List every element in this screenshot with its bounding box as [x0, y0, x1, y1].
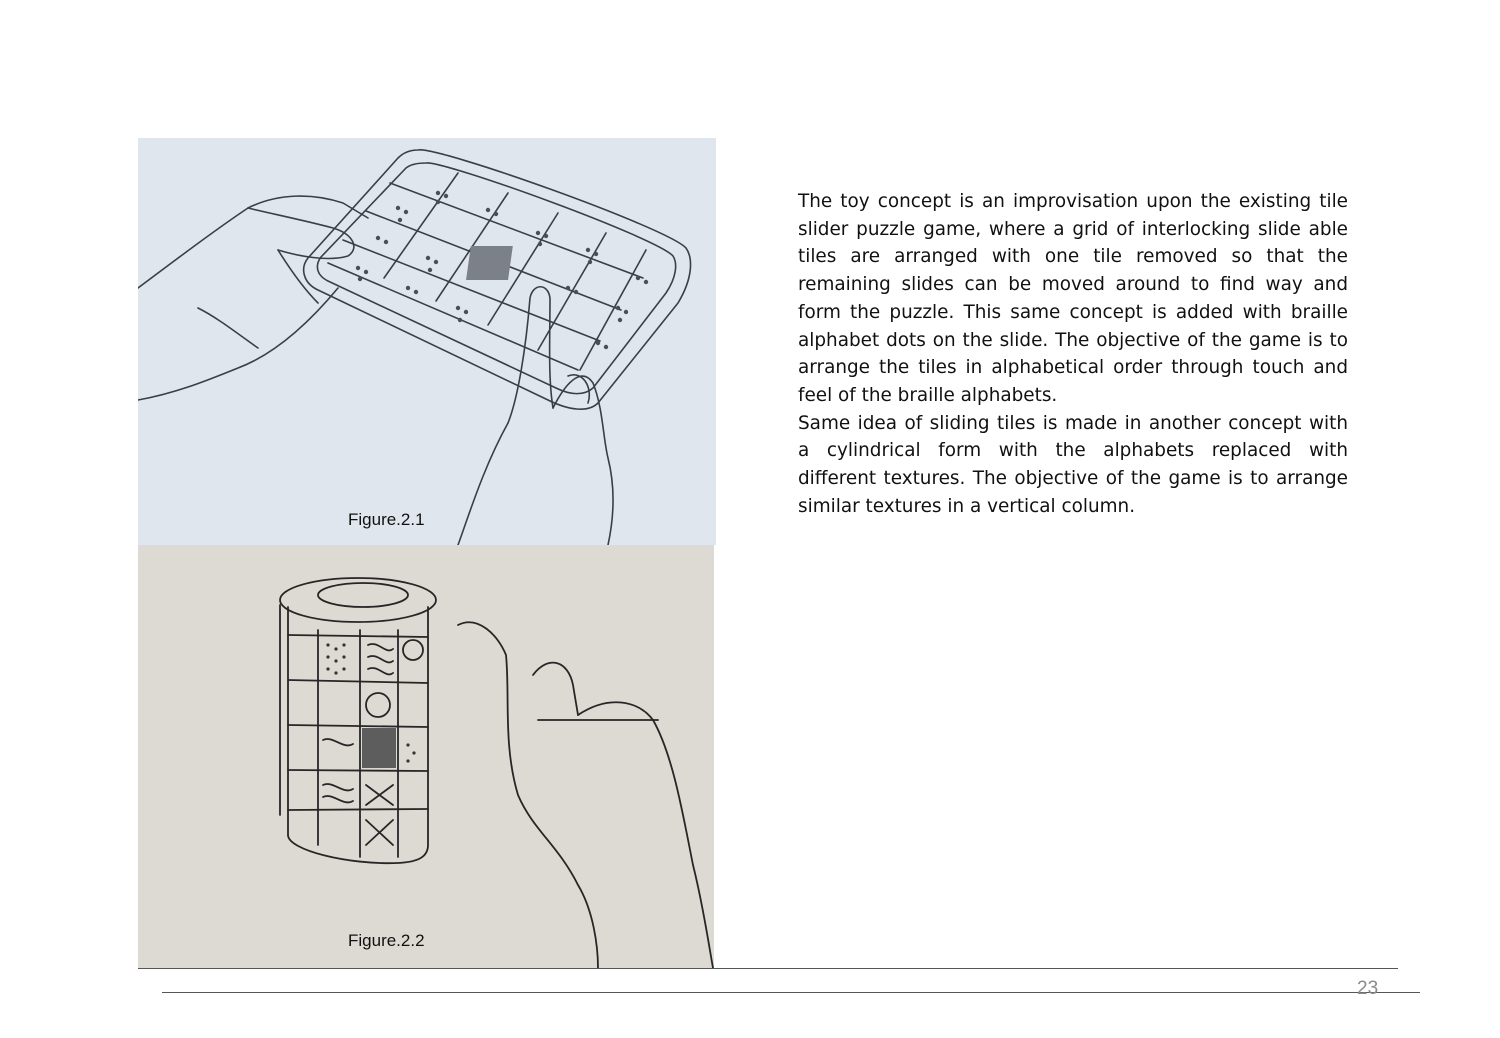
figure-2-1-sketch: [138, 138, 716, 545]
figure-2-2-caption: Figure.2.2: [348, 931, 425, 950]
body-text: [798, 188, 1348, 520]
paragraph-1: The toy concept is an improvisation upon the existing tile slider puzzle game, where a grid of interlocking slide able tiles are arranged with one tile removed so that the remaining slides can be moved around to find way and form the puzzle. This same concept is added with braille alphabet dots on the slide. The objective of the game is to arrange the tiles in alphabetical order through touch and feel of the braille alphabets.: [798, 191, 1348, 406]
cylinder-puzzle-sketch: [138, 545, 714, 968]
tile-slider-sketch: [138, 138, 716, 545]
footer-rule-top: [138, 968, 1398, 969]
page-number: 23: [1357, 978, 1379, 999]
paragraph-2: Same idea of sliding tiles is made in another concept with a cylindrical form with the alphabets replaced with different textures. The objective of the game is to arrange similar textures in a vertical column.: [798, 412, 1348, 517]
figure-2-1-caption: Figure.2.1: [348, 510, 425, 529]
figure-2-2-sketch: [138, 545, 714, 968]
footer-rule-bottom: [162, 992, 1420, 993]
